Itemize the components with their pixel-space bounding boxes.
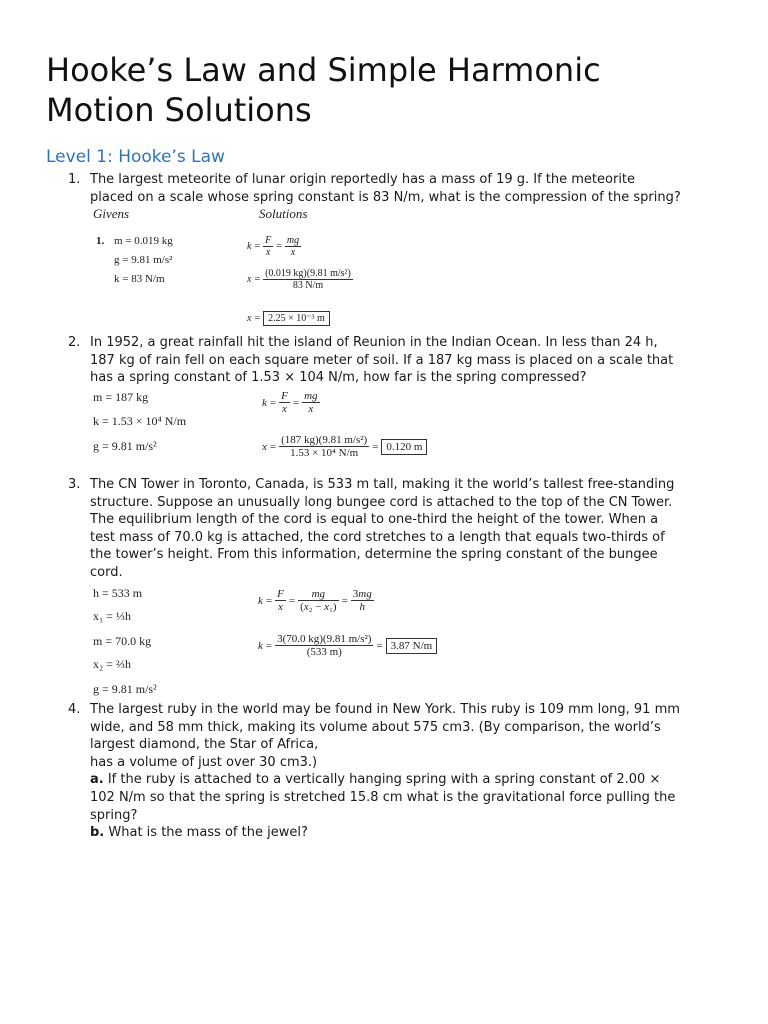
- problem-number: 1.: [68, 172, 81, 187]
- part-a: [90, 771, 750, 789]
- given-value: k = 83 N/m: [114, 273, 165, 285]
- problem-line: 187 kg of rain fell on each square meter of soil. If a 187 kg mass is placed on a scale that: [90, 352, 674, 368]
- part-b-label: b.: [90, 825, 105, 841]
- problem-line: The CN Tower in Toronto, Canada, is 533 m tall, making it the world’s tallest free-standing: [90, 477, 675, 492]
- part-a-label: a.: [90, 772, 104, 788]
- given-value: g = 9.81 m/s²: [93, 682, 157, 696]
- problem-4: [68, 701, 750, 842]
- part-a-text: If the ruby is attached to a vertically hanging spring with a spring constant of 2.00 ×: [103, 772, 661, 788]
- equation-k: k = $\frac{F}{x}$ = $\frac{mg}{x}$: [247, 235, 300, 258]
- problem-1: [68, 171, 750, 206]
- problem-number: 2.: [68, 335, 81, 350]
- problem-line: wide, and 58 mm thick, making its volume about 575 cm3. (By comparison, the world’s: [90, 719, 661, 735]
- solutions-header: Solutions: [259, 206, 308, 221]
- problem-3: [68, 476, 750, 582]
- problem-line: spring?: [90, 807, 138, 823]
- given-value: x₁ = ⅓h: [93, 609, 131, 623]
- problem-line: the tower’s height. From this information, determine the spring constant of the bungee: [90, 547, 658, 563]
- problem-line: The largest ruby in the world may be found in New York. This ruby is 109 mm long, 91 mm: [90, 702, 680, 717]
- answer-1: x = 2.25 × 10⁻³ m: [247, 311, 330, 326]
- given-value: g = 9.81 m/s²: [114, 254, 173, 266]
- givens-number: 1.: [96, 235, 105, 247]
- problem-line: The equilibrium length of the cord is equal to one-third the height of the tower. When a: [90, 512, 659, 528]
- problem-number: 3.: [68, 477, 81, 492]
- equation-k: k = $\frac{F}{x}$ = $\frac{mg}{x}$: [262, 390, 318, 415]
- equation-k-value: k = $\frac{\text{3(70.0 kg)(9.81 m/s²)}}{(533 m)}$ = 3.87 N/m: [258, 633, 437, 658]
- page-title: [46, 50, 601, 130]
- equation-k: k = $\frac{F}{x}$ = $\frac{mg}{\text{(x₂ − x₁)}}$ = $\frac{3mg}{h}$: [258, 588, 372, 613]
- part-b-text: What is the mass of the jewel?: [104, 825, 308, 841]
- given-value: g = 9.81 m/s²: [93, 439, 157, 453]
- level1-heading: Level 1: Hooke’s Law: [46, 147, 225, 167]
- equation-x: x = $\frac{\text{(187 kg)(9.81 m/s²)}}{\text{1.53 × 10⁴ N/m}}$ = 0.120 m: [262, 434, 427, 459]
- part-b: [90, 824, 750, 842]
- problem-line: 102 N/m so that the spring is stretched 15.8 cm what is the gravitational force pulling the: [90, 789, 676, 805]
- problem-line: has a volume of just over 30 cm3.): [90, 754, 318, 770]
- problem-line: structure. Suppose an unusually long bungee cord is attached to the top of the CN Tower.: [90, 494, 673, 510]
- answer-box: 0.120 m: [381, 439, 427, 455]
- problem-number: 4.: [68, 702, 81, 717]
- given-value: m = 187 kg: [93, 390, 149, 404]
- problem-line: cord.: [90, 564, 123, 580]
- equation-x: x = $\frac{\text{(0.019 kg)(9.81 m/s²)}}{83 N/m}$: [247, 268, 351, 291]
- title-line-1: Hooke’s Law and Simple Harmonic: [46, 51, 601, 89]
- givens-header: Givens: [93, 206, 130, 221]
- problem-line: has a spring constant of 1.53 × 104 N/m, how far is the spring compressed?: [90, 370, 587, 386]
- answer-box: 3.87 N/m: [386, 638, 438, 654]
- title-line-2: Motion Solutions: [46, 91, 312, 129]
- given-value: h = 533 m: [93, 586, 143, 600]
- given-value: m = 70.0 kg: [93, 634, 152, 648]
- problem-line: In 1952, a great rainfall hit the island of Reunion in the Indian Ocean. In less than 24 h,: [90, 335, 658, 350]
- problem-line: placed on a scale whose spring constant is 83 N/m, what is the compression of the spring?: [90, 189, 681, 205]
- given-value: k = 1.53 × 10⁴ N/m: [93, 414, 187, 428]
- problem-line: largest diamond, the Star of Africa,: [90, 737, 319, 753]
- problem-line: The largest meteorite of lunar origin reportedly has a mass of 19 g. If the meteorite: [90, 172, 636, 187]
- given-value: m = 0.019 kg: [114, 235, 173, 247]
- answer-box: 2.25 × 10⁻³ m: [263, 311, 330, 326]
- problem-2: [68, 334, 750, 387]
- problem-line: test mass of 70.0 kg is attached, the cord stretches to a length that equals two-thirds of: [90, 529, 665, 545]
- given-value: x₂ = ⅔h: [93, 657, 131, 671]
